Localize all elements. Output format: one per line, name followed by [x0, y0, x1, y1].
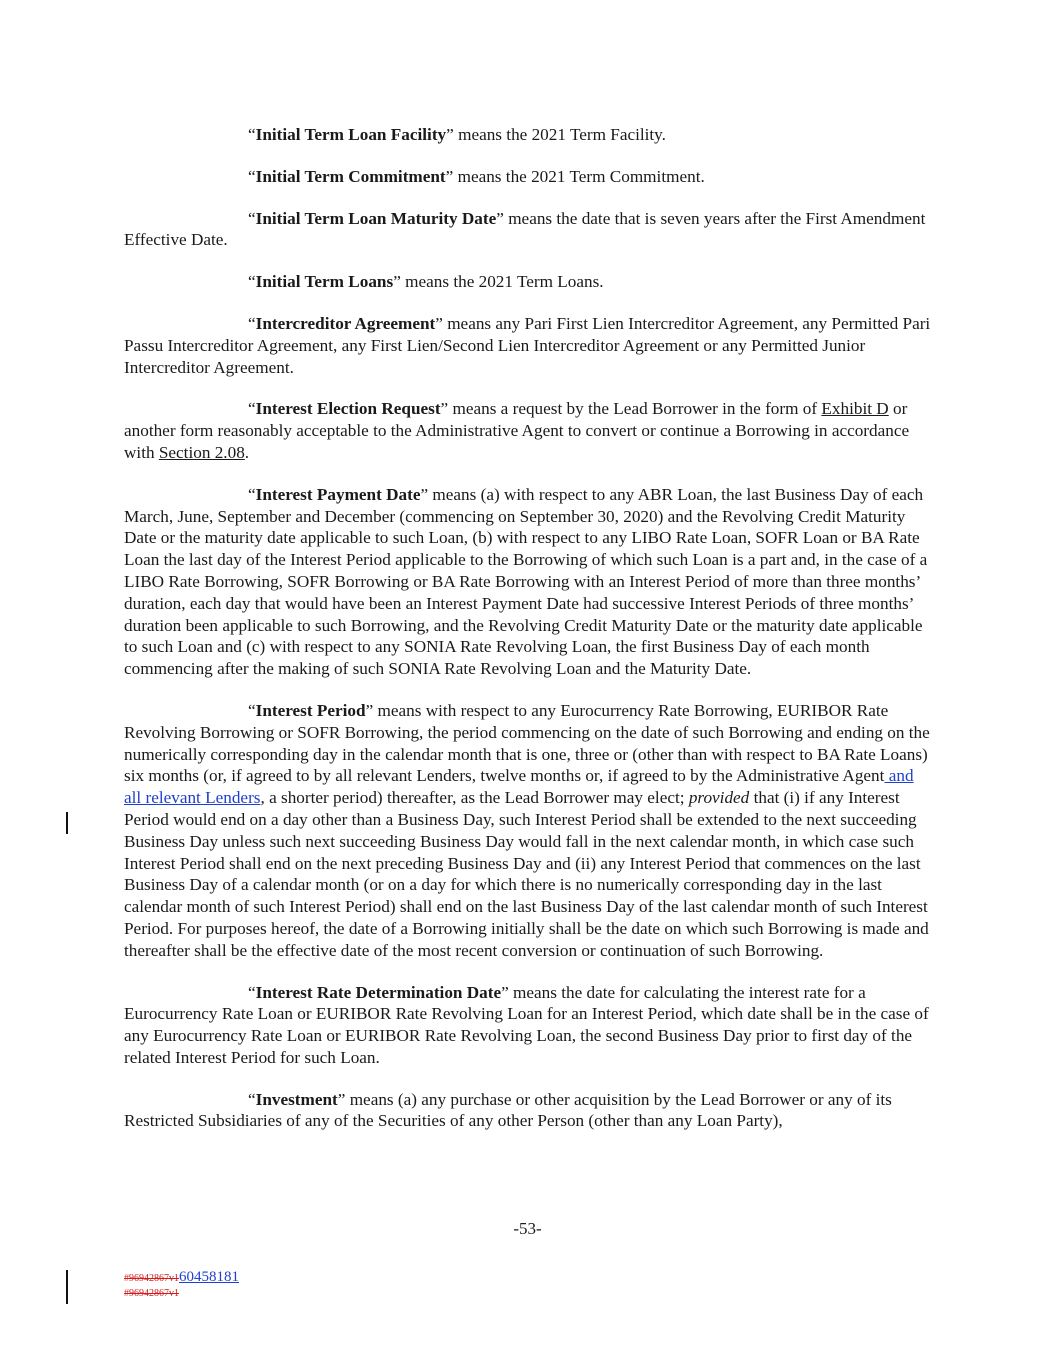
- exhibit-reference: Exhibit D: [821, 399, 889, 419]
- change-bar: [66, 812, 68, 834]
- provided-emphasis: provided: [688, 788, 750, 808]
- definition-initial-term-commitment: “Initial Term Commitment” means the 2021 Term Commitment.: [248, 166, 705, 186]
- document-id-footer: [124, 1270, 239, 1301]
- definition-intercreditor-agreement: “Intercreditor Agreement” means any Pari First Lien Intercreditor Agreement, any Permitted Pari Passu Intercreditor Agreement, any First Lien/Second Lien Intercreditor Agreement or any Permitted Junior Intercreditor Agreement.: [124, 313, 931, 377]
- definition-text: ” means (a) any purchase or other acquisition by the Lead Borrower or any of its Restricted Subsidiaries of any of the Securities of any other Person (other than any Loan Party),: [124, 1089, 892, 1131]
- definition-text: ” means the 2021 Term Commitment.: [445, 166, 705, 186]
- section-reference: Section 2.08: [158, 442, 245, 462]
- defined-term: Interest Election Request: [255, 399, 441, 419]
- definition-text: ” means the date for calculating the interest rate for a Eurocurrency Rate Loan or EURIBOR Rate Revolving Loan for an Interest Period, which date shall be in the case of any Eurocurrency Rate Loan or EURIBOR Rate Revolving Loan, the second Business Day prior to first day of the related Interest Period for such Loan.: [124, 982, 929, 1067]
- defined-term: Initial Term Commitment: [255, 166, 446, 186]
- definition-text: , a shorter period) thereafter, as the Lead Borrower may elect;: [260, 788, 689, 808]
- definition-text: ” means the date that is seven years after the First Amendment Effective Date.: [124, 208, 926, 250]
- defined-term: Initial Term Loan Facility: [255, 125, 447, 144]
- document-id-line: [124, 1286, 239, 1301]
- definition-text: ” means with respect to any Eurocurrency Rate Borrowing, EURIBOR Rate Revolving Borrowing or SOFR Borrowing, the period commencing on the date of such Borrowing and ending on the numerically corresponding day in the calendar month that is one, three or (other than with respect to BA Rate Loans) six months (or, if agreed to by all relevant Lenders, twelve months or, if agreed to by the Administrative Agent: [124, 700, 930, 786]
- defined-term: Interest Payment Date: [255, 484, 421, 504]
- definition-investment: “Investment” means (a) any purchase or other acquisition by the Lead Borrower or any of its Restricted Subsidiaries of any of the Securities of any other Person (other than any Loan Party),: [124, 1089, 892, 1131]
- page-number: -53-: [513, 1219, 542, 1238]
- definition-initial-term-loans: “Initial Term Loans” means the 2021 Term Loans.: [248, 272, 604, 292]
- defined-term: Initial Term Loans: [255, 272, 394, 292]
- definition-text: or another form reasonably acceptable to the Administrative Agent to convert or continue a Borrowing in accordance with: [124, 399, 910, 462]
- defined-term: Investment: [255, 1089, 338, 1109]
- defined-term: Interest Rate Determination Date: [255, 982, 502, 1002]
- document-id-line: [124, 1270, 239, 1286]
- footer-change-bar: [66, 1270, 68, 1304]
- definition-text: ” means (a) with respect to any ABR Loan, the last Business Day of each March, June, September and December (commencing on September 30, 2020) and the Revolving Credit Maturity Date or the maturity date applicable to such Loan, (b) with respect to any LIBO Rate Loan, SOFR Loan or BA Rate Loan the last day of the Interest Period applicable to the Borrowing of which such Loan is a part and, in the case of a LIBO Rate Borrowing, SOFR Borrowing or BA Rate Borrowing with an Interest Period of more than three months’ duration, each day that would have been an Interest Payment Date had successive Interest Periods of three months’ duration been applicable to such Borrowing, and the Revolving Credit Maturity Date or the maturity date applicable to such Loan and (c) with respect to any SONIA Rate Revolving Loan, the first Business Day of each month commencing after the making of such SONIA Rate Revolving Loan and the Maturity Date.: [124, 484, 928, 679]
- definition-text: ” means the 2021 Term Facility.: [446, 125, 666, 144]
- definition-interest-election-request: “Interest Election Request” means a request by the Lead Borrower in the form of Exhibit D or another form reasonably acceptable to the Administrative Agent to convert or continue a Borrowing in accordance with Section 2.08.: [124, 399, 910, 462]
- document-body: [124, 124, 934, 1152]
- definition-interest-period: “Interest Period” means with respect to any Eurocurrency Rate Borrowing, EURIBOR Rate Revolving Borrowing or SOFR Borrowing, the period commencing on the date of such Borrowing and ending on the numerically corresponding day in the calendar month that is one, three or (other than with respect to BA Rate Loans) six months (or, if agreed to by all relevant Lenders, twelve months or, if agreed to by the Administrative Agent and all relevant Lenders, a shorter period) thereafter, as the Lead Borrower may elect; provided that (i) if any Interest Period would end on a day other than a Business Day, such Interest Period shall be extended to the next succeeding Business Day unless such next succeeding Business Day would fall in the next calendar month, in which case such Interest Period shall end on the next preceding Business Day and (ii) any Interest Period that commences on the last Business Day of a calendar month (or on a day for which there is no numerically corresponding day in the last calendar month of such Interest Period) shall end on the last Business Day of the last calendar month of such Interest Period. For purposes hereof, the date of a Borrowing initially shall be the date on which such Borrowing is made and thereafter shall be the effective date of the most recent conversion or continuation of such Borrowing.: [124, 700, 930, 960]
- defined-term: Initial Term Loan Maturity Date: [255, 208, 497, 228]
- definition-interest-payment-date: “Interest Payment Date” means (a) with respect to any ABR Loan, the last Business Day of each March, June, September and December (commencing on September 30, 2020) and the Revolving Credit Maturity Date or the maturity date applicable to such Loan, (b) with respect to any LIBO Rate Loan, SOFR Loan or BA Rate Loan the last day of the Interest Period applicable to the Borrowing of which such Loan is a part and, in the case of a LIBO Rate Borrowing, SOFR Borrowing or BA Rate Borrowing with an Interest Period of more than three months’ duration, each day that would have been an Interest Payment Date had successive Interest Periods of three months’ duration been applicable to such Borrowing, and the Revolving Credit Maturity Date or the maturity date applicable to such Loan and (c) with respect to any SONIA Rate Revolving Loan, the first Business Day of each month commencing after the making of such SONIA Rate Revolving Loan and the Maturity Date.: [124, 484, 928, 679]
- inserted-document-id: 60458181: [179, 1269, 239, 1285]
- deleted-document-id: #96942867v1: [124, 1288, 179, 1299]
- defined-term: Interest Period: [255, 700, 366, 720]
- definition-interest-rate-determination-date: “Interest Rate Determination Date” means the date for calculating the interest rate for a Eurocurrency Rate Loan or EURIBOR Rate Revolving Loan for an Interest Period, which date shall be in the case of any Eurocurrency Rate Loan or EURIBOR Rate Revolving Loan, the second Business Day prior to first day of the related Interest Period for such Loan.: [124, 982, 929, 1067]
- defined-term: Intercreditor Agreement: [255, 313, 436, 333]
- inserted-text: and all relevant Lenders: [124, 766, 914, 808]
- definition-text: that (i) if any Interest Period would end on a day other than a Business Day, such Interest Period shall be extended to the next succeeding Business Day unless such next succeeding Business Day would fall in the next calendar month, in which case such Interest Period shall end on the next preceding Business Day and (ii) any Interest Period that commences on the last Business Day of a calendar month (or on a day for which there is no numerically corresponding day in the last calendar month of such Interest Period) shall end on the last Business Day of the last calendar month of such Interest Period. For purposes hereof, the date of a Borrowing initially shall be the date on which such Borrowing is made and thereafter shall be the effective date of the most recent conversion or continuation of such Borrowing.: [124, 788, 929, 960]
- definition-text: .: [244, 442, 250, 462]
- definition-text: ” means any Pari First Lien Intercreditor Agreement, any Permitted Pari Passu Intercreditor Agreement, any First Lien/Second Lien Intercreditor Agreement or any Permitted Junior Intercreditor Agreement.: [124, 313, 931, 377]
- definition-initial-term-loan-facility: “Initial Term Loan Facility” means the 2021 Term Facility.: [248, 125, 666, 144]
- definition-text: ” means the 2021 Term Loans.: [393, 272, 604, 292]
- definition-initial-term-loan-maturity-date: “Initial Term Loan Maturity Date” means the date that is seven years after the First Amendment Effective Date.: [124, 208, 926, 250]
- deleted-document-id: #96942867v1: [124, 1273, 179, 1284]
- definition-text: ” means a request by the Lead Borrower in the form of: [440, 399, 822, 419]
